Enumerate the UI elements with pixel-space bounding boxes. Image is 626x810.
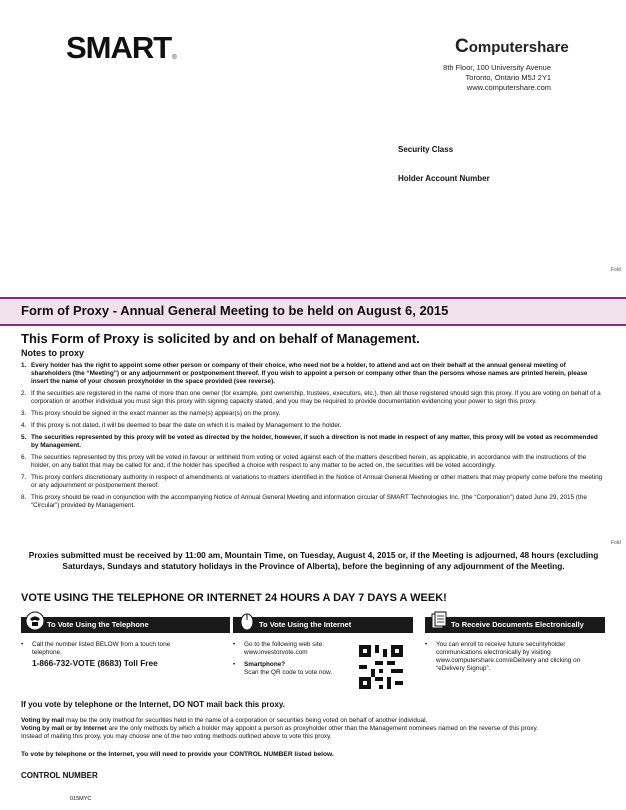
mouse-icon	[237, 611, 257, 631]
note-item: 2. If the securities are registered in the name of more than one owner (for example, joint ownership, trustees, executors, etc.), then all those registered should sign this proxy. If you are voting on behalf of a corporation or another individual you must sign this proxy with signing capacity stated, and you may be required to provide documentation evidencing your power to sign this proxy.	[21, 390, 601, 405]
mail-voting-info: Voting by mail may be the only method for securities held in the name of a corporation or securities being voted on behalf of another individual. Voting by mail or by Internet are the only methods by which a holder may appoint a person as proxyholder other than the Management nominees named on the reverse of this proxy. Instead of mailing this proxy, you may choose one of the two voting methods outlined above to vote this proxy.	[21, 717, 538, 740]
address-line: Toronto, Ontario M5J 2Y1	[465, 73, 551, 82]
telephone-instructions: • Call the number listed BELOW from a touch tone telephone. 1-866-732-VOTE (8683) Toll Free	[21, 641, 201, 671]
edelivery-bar	[425, 617, 605, 633]
smart-logo: SMART®	[66, 30, 176, 65]
note-item: 4. If this proxy is not dated, it will be deemed to bear the date on which it is mailed by Management to the holder.	[21, 422, 342, 429]
control-number-label: CONTROL NUMBER	[21, 771, 98, 780]
fold-mark: Fold	[611, 267, 621, 273]
internet-title: To Vote Using the Internet	[259, 620, 352, 629]
computershare-logo: Computershare	[455, 36, 569, 57]
documents-icon	[429, 611, 449, 631]
security-class-label: Security Class	[398, 145, 454, 154]
telephone-number: 1-866-732-VOTE (8683) Toll Free	[32, 658, 158, 668]
note-item: 7. This proxy confers discretionary authority in respect of amendments or variations to matters identified in the Notice of Annual General Meeting or other matters that may properly come before the meeting or any adjournment or postponement thereof.	[21, 474, 603, 489]
note-item: 3. This proxy should be signed in the exact manner as the name(s) appear(s) on the proxy.	[21, 410, 281, 417]
banner-top-rule	[0, 297, 626, 299]
address-line: www.computershare.com	[466, 83, 551, 92]
telephone-title: To Vote Using the Telephone	[47, 620, 149, 629]
note-item: 1. Every holder has the right to appoint some other person or company of their choice, who need not be a holder, to attend and act on their behalf at the annual general meeting of shareholders (the “Meeting”) or any adjournment or postponement thereof. If you wish to appoint a person or company other than the persons whose names are printed herein, please insert the name of your chosen proxyholder in the space provided (see reverse).	[21, 362, 588, 385]
note-item: 5. The securities represented by this proxy will be voted as directed by the holder, however, if such a direction is not made in respect of any matter, this proxy will be voted as recommended by Management.	[21, 434, 598, 449]
address-line: 8th Floor, 100 University Avenue	[443, 63, 551, 72]
form-title: Form of Proxy - Annual General Meeting to be held on August 6, 2015	[21, 303, 449, 318]
holder-account-number-label: Holder Account Number	[398, 174, 490, 183]
computershare-address	[443, 63, 551, 93]
telephone-bar	[21, 617, 230, 633]
submission-deadline: Proxies submitted must be received by 11:00 am, Mountain Time, on Tuesday, August 4, 2015 or, if the Meeting is adjourned, 48 hours (excluding Saturdays, Sundays and statutory holidays in the Province of Alberta), before the beginning of any adjournment of the Meeting.	[28, 550, 599, 571]
banner-bottom-rule	[0, 324, 626, 326]
qr-code[interactable]	[359, 645, 403, 689]
notes-title: Notes to proxy	[21, 348, 85, 358]
vote-heading: VOTE USING THE TELEPHONE OR INTERNET 24 HOURS A DAY 7 DAYS A WEEK!	[21, 592, 447, 604]
do-not-mail-notice: If you vote by telephone or the Internet, DO NOT mail back this proxy.	[21, 700, 285, 709]
note-item: 6. The securities represented by this proxy will be voted in favour or withheld from voting or voted against each of the matters described herein, as applicable, in accordance with the instructions of the holder, on any ballot that may be called for and, if the holder has specified a choice with respect to any matter to be acted on, the securities will be voted accordingly.	[21, 454, 587, 469]
internet-instructions: • Go to the following web site: www.investorvote.com • Smartphone? Scan the QR code to vote now.	[233, 641, 333, 676]
fold-mark: Fold	[611, 540, 621, 546]
edelivery-instructions: • You can enroll to receive future securityholder communications electronically by visiting www.computershare.com/eDelivery and clicking on “eDelivery Signup”.	[425, 641, 581, 672]
notes-list	[21, 362, 606, 514]
note-item: 8. This proxy should be read in conjunction with the accompanying Notice of Annual General Meeting and information circular of SMART Technologies Inc. (the “Corporation”) dated June 29, 2015 (the “Circular”) provided by Management.	[21, 494, 587, 509]
solicited-heading: This Form of Proxy is solicited by and on behalf of Management.	[21, 331, 420, 346]
internet-bar	[233, 617, 413, 633]
control-number-instruction: To vote by telephone or the Internet, you will need to provide your CONTROL NUMBER listed below.	[21, 751, 334, 758]
document-code: 015MYC	[70, 796, 92, 802]
edelivery-title: To Receive Documents Electronically	[451, 620, 584, 629]
telephone-icon	[25, 611, 45, 631]
investorvote-url[interactable]: www.investorvote.com	[244, 649, 308, 656]
